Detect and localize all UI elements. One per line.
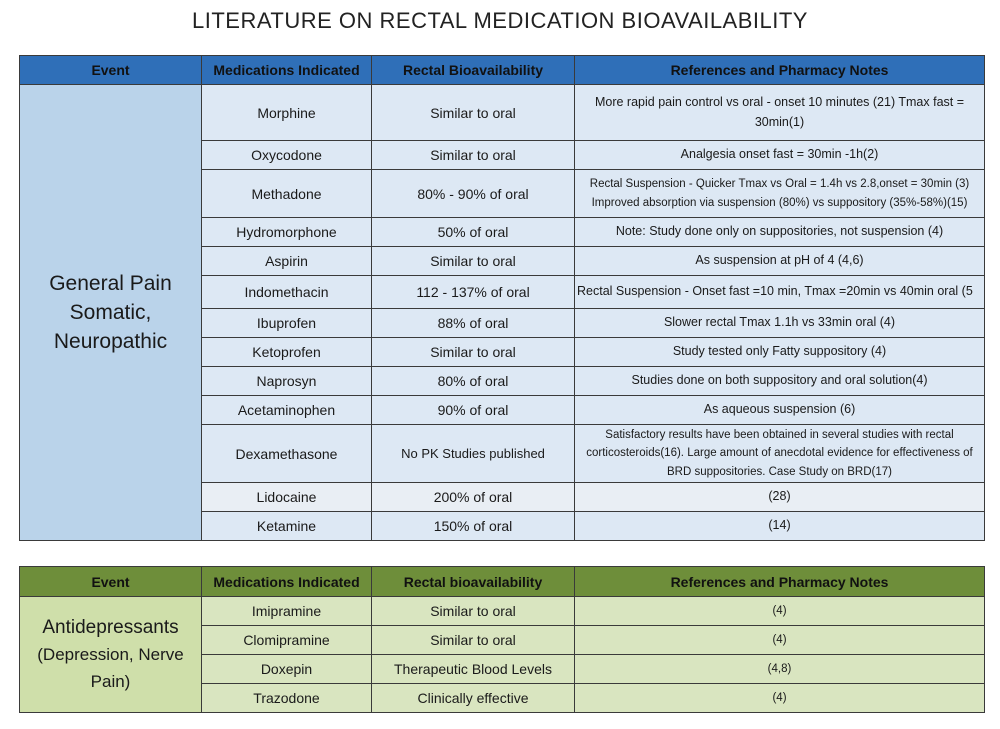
- page-title: LITERATURE ON RECTAL MEDICATION BIOAVAILABILITY: [192, 8, 808, 33]
- header-notes: References and Pharmacy Notes: [575, 567, 985, 597]
- header-medications: Medications Indicated: [202, 56, 372, 85]
- table-row: [20, 85, 985, 141]
- header-notes: References and Pharmacy Notes: [575, 56, 985, 85]
- medication-cell: Indomethacin: [202, 276, 372, 309]
- notes-cell: Analgesia onset fast = 30min -1h(2): [575, 141, 985, 170]
- bioavailability-cell: Similar to oral: [372, 247, 575, 276]
- medication-cell: Imipramine: [202, 597, 372, 626]
- notes-line: More rapid pain control vs oral - onset 10 minutes (21) Tmax fast =: [594, 95, 965, 110]
- notes-cell: (4): [575, 684, 985, 713]
- notes-cell: (4): [575, 626, 985, 655]
- header-event: Event: [20, 56, 202, 85]
- medication-cell: Acetaminophen: [202, 396, 372, 425]
- notes-cell: [575, 85, 985, 141]
- header-medications: Medications Indicated: [202, 567, 372, 597]
- bioavailability-cell: Similar to oral: [372, 597, 575, 626]
- medication-cell: Ibuprofen: [202, 309, 372, 338]
- table-header-row: [20, 56, 985, 85]
- bioavailability-cell: 112 - 137% of oral: [372, 276, 575, 309]
- bioavailability-cell: Similar to oral: [372, 85, 575, 141]
- notes-cell: Studies done on both suppository and oral solution(4): [575, 367, 985, 396]
- event-antidepressants: [20, 597, 202, 713]
- medication-cell: Trazodone: [202, 684, 372, 713]
- notes-line: Rectal Suspension - Quicker Tmax vs Oral = 1.4h vs 2.8,onset = 30min (3): [589, 178, 970, 191]
- bioavailability-cell: 88% of oral: [372, 309, 575, 338]
- event-line: Neuropathic: [53, 330, 168, 353]
- bioavailability-cell: Therapeutic Blood Levels: [372, 655, 575, 684]
- table-row: [20, 597, 985, 626]
- medication-cell: Lidocaine: [202, 483, 372, 512]
- medication-cell: Clomipramine: [202, 626, 372, 655]
- medication-cell: Ketamine: [202, 512, 372, 541]
- bioavailability-cell: 80% - 90% of oral: [372, 170, 575, 218]
- bioavailability-cell: 150% of oral: [372, 512, 575, 541]
- bioavailability-cell: No PK Studies published: [372, 425, 575, 483]
- event-line: Somatic,: [69, 301, 152, 324]
- event-line: General Pain: [49, 272, 172, 295]
- medication-cell: Doxepin: [202, 655, 372, 684]
- notes-cell: (14): [575, 512, 985, 541]
- pain-bioavailability-table: [19, 55, 985, 541]
- table-header-row: [20, 567, 985, 597]
- notes-line: BRD suppositories. Case Study on BRD(17): [667, 465, 892, 478]
- medication-cell: Methadone: [202, 170, 372, 218]
- notes-cell: Rectal Suspension - Onset fast =10 min, Tmax =20min vs 40min oral (5: [575, 276, 985, 309]
- medication-cell: Naprosyn: [202, 367, 372, 396]
- notes-cell: As suspension at pH of 4 (4,6): [575, 247, 985, 276]
- notes-cell: (4): [575, 597, 985, 626]
- medication-cell: Oxycodone: [202, 141, 372, 170]
- medication-cell: Ketoprofen: [202, 338, 372, 367]
- header-bioavailability: Rectal bioavailability: [372, 567, 575, 597]
- bioavailability-cell: 90% of oral: [372, 396, 575, 425]
- bioavailability-cell: 80% of oral: [372, 367, 575, 396]
- antidepressant-bioavailability-table: [19, 566, 985, 713]
- notes-cell: Study tested only Fatty suppository (4): [575, 338, 985, 367]
- medication-cell: Morphine: [202, 85, 372, 141]
- event-line: (Depression, Nerve: [37, 645, 184, 664]
- notes-cell: [575, 425, 985, 483]
- medication-cell: Aspirin: [202, 247, 372, 276]
- notes-cell: (28): [575, 483, 985, 512]
- notes-cell: (4,8): [575, 655, 985, 684]
- medication-cell: Dexamethasone: [202, 425, 372, 483]
- bioavailability-cell: 50% of oral: [372, 218, 575, 247]
- notes-cell: [575, 170, 985, 218]
- notes-line: Improved absorption via suspension (80%) vs suppository (35%-58%)(15): [591, 196, 968, 209]
- event-line: Antidepressants: [42, 617, 179, 638]
- event-line: Pain): [90, 672, 131, 691]
- notes-line: corticosteroids(16). Large amount of anecdotal evidence for effectiveness of: [586, 447, 973, 460]
- bioavailability-cell: Similar to oral: [372, 626, 575, 655]
- medication-cell: Hydromorphone: [202, 218, 372, 247]
- notes-cell: Slower rectal Tmax 1.1h vs 33min oral (4): [575, 309, 985, 338]
- notes-cell: As aqueous suspension (6): [575, 396, 985, 425]
- bioavailability-cell: Similar to oral: [372, 338, 575, 367]
- header-bioavailability: Rectal Bioavailability: [372, 56, 575, 85]
- notes-cell: Note: Study done only on suppositories, not suspension (4): [575, 218, 985, 247]
- notes-line: 30min(1): [754, 114, 805, 129]
- notes-line: Satisfactory results have been obtained in several studies with rectal: [605, 428, 954, 441]
- bioavailability-cell: Similar to oral: [372, 141, 575, 170]
- header-event: Event: [20, 567, 202, 597]
- bioavailability-cell: 200% of oral: [372, 483, 575, 512]
- event-general-pain: [20, 85, 202, 541]
- bioavailability-cell: Clinically effective: [372, 684, 575, 713]
